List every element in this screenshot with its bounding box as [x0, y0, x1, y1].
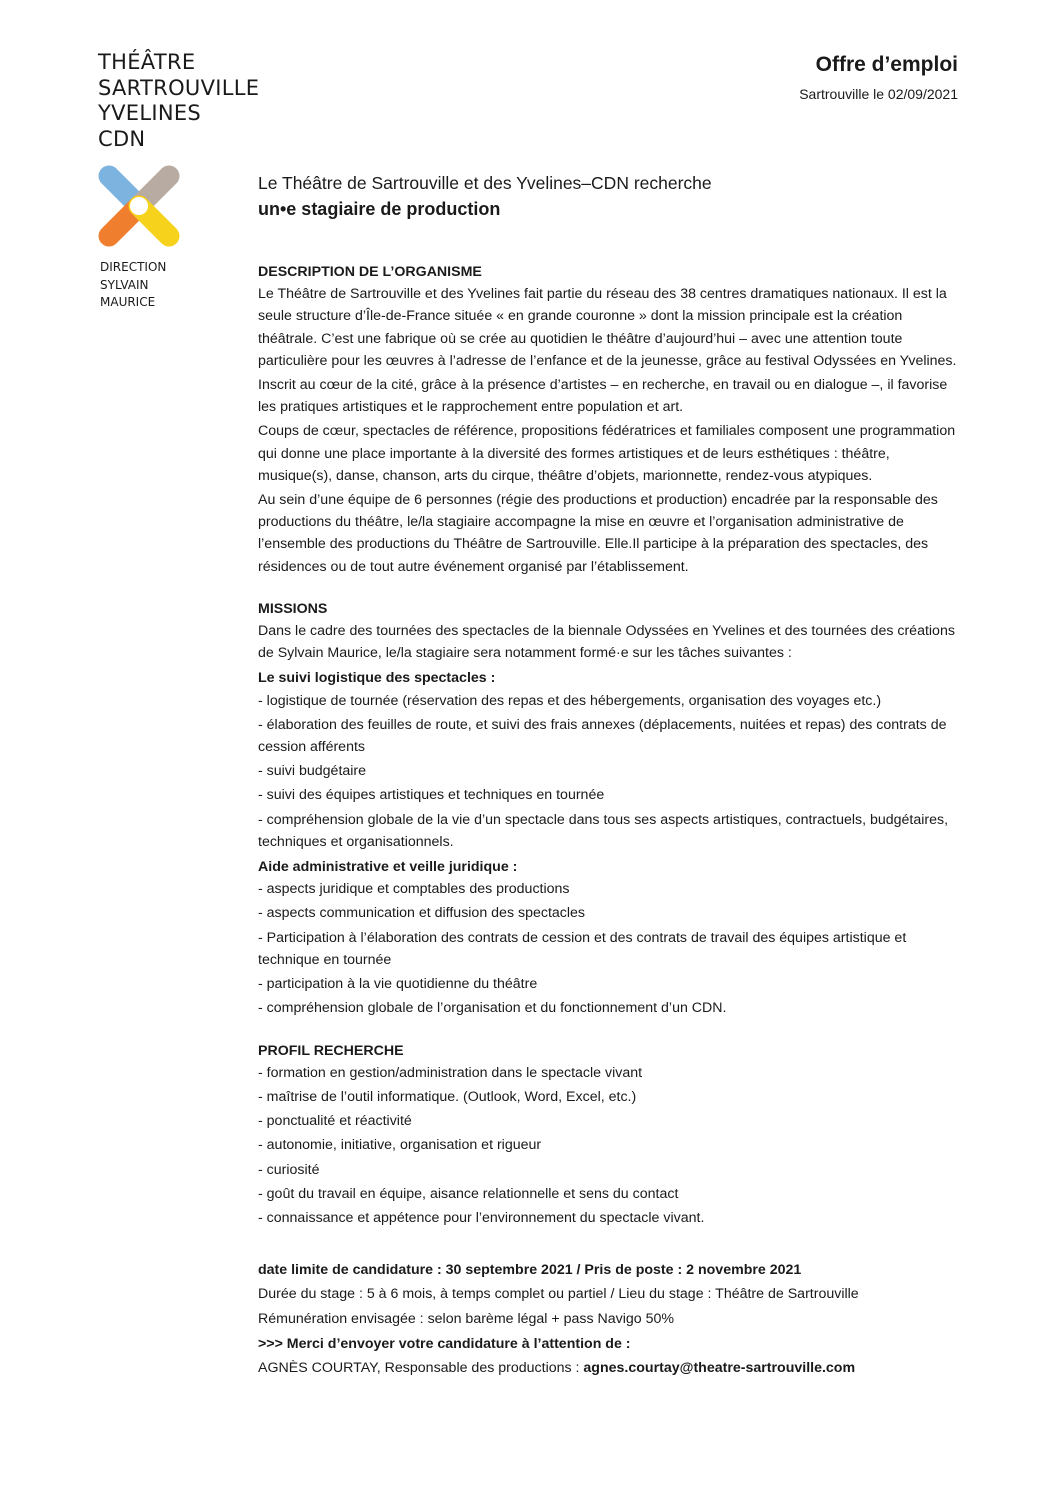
- contact-name: AGNÈS COURTAY, Responsable des productions :: [258, 1359, 584, 1376]
- list-item: - goût du travail en équipe, aisance relationnelle et sens du contact: [258, 1185, 679, 1202]
- page-title: Offre d’emploi: [815, 53, 958, 76]
- paragraph: Le Théâtre de Sartrouville et des Yvelines fait partie du réseau des 38 centres dramatiques nationaux. Il est la seule structure d’Île-de-France située « en grande couronne » dont la mission principale est la création théâtrale. C’est une fabrique où se crée au quotidien le théâtre d’aujourd’hui – avec une attention toute particulière pour les œuvres à l’adresse de l’enfance et de la jeunesse, grâce au festival Odyssées en Yvelines.: [258, 286, 957, 369]
- list-item: - logistique de tournée (réservation des repas et des hébergements, organisation des voyages etc.): [258, 692, 882, 709]
- list-item: - autonomie, initiative, organisation et rigueur: [258, 1137, 542, 1154]
- list-item: - connaissance et appétence pour l’environnement du spectacle vivant.: [258, 1209, 705, 1226]
- list-item: - formation en gestion/administration dans le spectacle vivant: [258, 1064, 643, 1081]
- theatre-logo-wordmark: [98, 50, 259, 152]
- paragraph: Coups de cœur, spectacles de référence, propositions fédératrices et familiales composent une programmation qui donne une place importante à la diversité des formes artistiques et de leurs esthétiques : théâtre, musique(s), danse, chanson, arts du cirque, théâtre d’objets, marionnette, rendez-vous atypiques.: [258, 423, 956, 484]
- pay-text: Rémunération envisagée : selon barème légal + pass Navigo 50%: [258, 1310, 675, 1327]
- section-title-missions: MISSIONS: [258, 600, 328, 617]
- intro-line: Le Théâtre de Sartrouville et des Yvelines–CDN recherche: [258, 173, 712, 193]
- subsection-title: Aide administrative et veille juridique :: [258, 859, 518, 876]
- theatre-logo-cross-icon: [96, 163, 182, 249]
- list-item: - curiosité: [258, 1161, 320, 1178]
- document-body: [258, 261, 960, 1381]
- logo-line: THÉÂTRE: [98, 50, 196, 74]
- deadline-text: date limite de candidature : 30 septembre 2021 / Pris de poste : 2 novembre 2021: [258, 1262, 802, 1279]
- list-item: - aspects juridique et comptables des productions: [258, 881, 570, 898]
- duration-text: Durée du stage : 5 à 6 mois, à temps complet ou partiel / Lieu du stage : Théâtre de Sartrouville: [258, 1286, 859, 1303]
- logo-line: SARTROUVILLE: [98, 75, 260, 100]
- direction-line: DIRECTION: [100, 260, 167, 274]
- paragraph: Dans le cadre des tournées des spectacles de la biennale Odyssées en Yvelines et des tournées des créations de Sylvain Maurice, le/la stagiaire sera notamment formé·e sur les tâches suivantes :: [258, 623, 955, 662]
- intro: [258, 171, 712, 223]
- subsection-title: Le suivi logistique des spectacles :: [258, 670, 496, 687]
- document-header: [799, 52, 958, 102]
- logo-line: YVELINES: [98, 101, 202, 125]
- section-title-organisme: DESCRIPTION DE L’ORGANISME: [258, 264, 482, 280]
- direction-label: [100, 259, 166, 312]
- list-item: - suivi des équipes artistiques et techniques en tournée: [258, 787, 605, 804]
- list-item: - Participation à l’élaboration des contrats de cession et des contrats de travail des équipes artistique et technique en tournée: [258, 929, 907, 968]
- application-info: [258, 1259, 960, 1379]
- contact-email-link[interactable]: agnes.courtay@theatre-sartrouville.com: [583, 1359, 856, 1376]
- send-instruction: >>> Merci d’envoyer votre candidature à l’attention de :: [258, 1335, 631, 1352]
- list-item: - maîtrise de l’outil informatique. (Outlook, Word, Excel, etc.): [258, 1088, 637, 1105]
- section-title-profil: PROFIL RECHERCHE: [258, 1042, 404, 1059]
- logo-line: CDN: [98, 126, 146, 151]
- document-date: Sartrouville le 02/09/2021: [799, 86, 958, 102]
- list-item: - aspects communication et diffusion des spectacles: [258, 905, 586, 922]
- paragraph: Au sein d’une équipe de 6 personnes (régie des productions et production) encadrée par la responsable des productions du théâtre, le/la stagiaire accompagne la mise en œuvre et l’organisation administrative de l’ensemble des productions du Théâtre de Sartrouville. Elle.Il participe à la préparation des spectacles, des résidences ou de tout autre événement organisé par l’établissement.: [258, 492, 938, 575]
- list-item: - compréhension globale de l’organisation et du fonctionnement d’un CDN.: [258, 1000, 727, 1017]
- job-title: un•e stagiaire de production: [258, 199, 501, 219]
- paragraph: Inscrit au cœur de la cité, grâce à la présence d’artistes – en recherche, en travail ou en dialogue –, il favorise les pratiques artistiques et le rapprochement entre population et art.: [258, 377, 948, 416]
- list-item: - élaboration des feuilles de route, et suivi des frais annexes (déplacements, nuitées et repas) des contrats de cession afférents: [258, 716, 947, 756]
- list-item: - participation à la vie quotidienne du théâtre: [258, 976, 538, 993]
- direction-line: MAURICE: [100, 295, 156, 309]
- list-item: - suivi budgétaire: [258, 763, 367, 780]
- list-item: - compréhension globale de la vie d’un spectacle dans tous ses aspects artistiques, contractuels, budgétaires, techniques et organisationnels.: [258, 811, 949, 850]
- list-item: - ponctualité et réactivité: [258, 1113, 412, 1130]
- direction-line: SYLVAIN: [100, 277, 149, 292]
- contact-line: [258, 1357, 960, 1379]
